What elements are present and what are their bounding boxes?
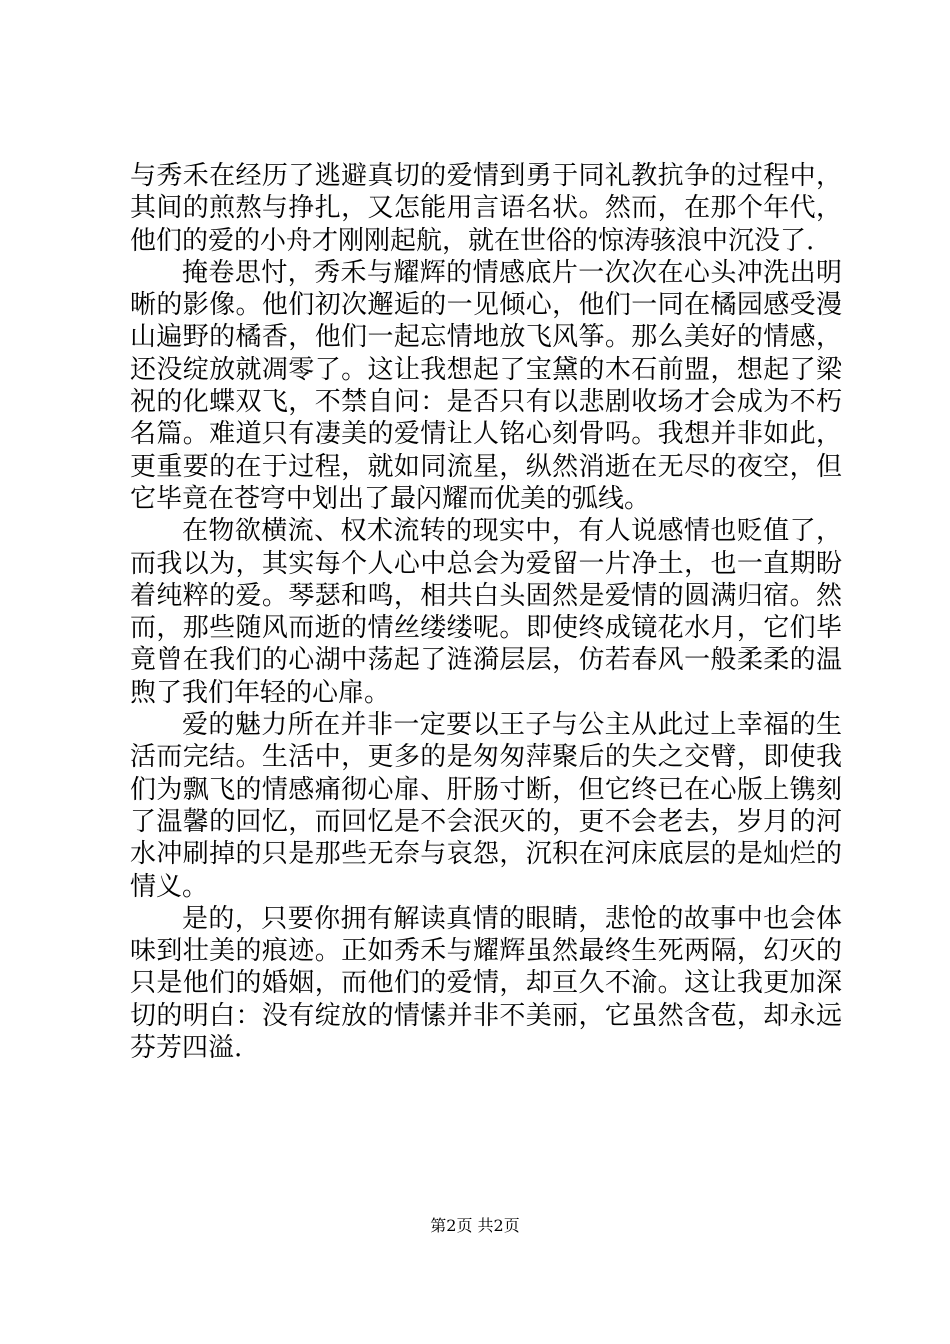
body-text — [130, 160, 842, 1064]
paragraph-2: 掩卷思忖，秀禾与耀辉的情感底片一次次在心头冲洗出明晰的影像。他们初次邂逅的一见倾心，他们一同在橘园感受漫山遍野的橘香，他们一起忘情地放飞风筝。那么美好的情感，还没绽放就凋零了。这让我想起了宝黛的木石前盟，想起了梁祝的化蝶双飞，不禁自问：是否只有以悲剧收场才会成为不朽名篇。难道只有凄美的爱情让人铭心刻骨吗。我想并非如此，更重要的在于过程，就如同流星，纵然消逝在无尽的夜空，但它毕竟在苍穹中划出了最闪耀而优美的弧线。 — [130, 257, 842, 514]
page-footer: 第2页 共2页 — [430, 1216, 520, 1235]
paragraph-3: 在物欲横流、权术流转的现实中，有人说感情也贬值了，而我以为，其实每个人心中总会为爱留一片净土，也一直期盼着纯粹的爱。琴瑟和鸣，相共白头固然是爱情的圆满归宿。然而，那些随风而逝的情丝缕缕呢。即使终成镜花水月，它们毕竟曾在我们的心湖中荡起了涟漪层层，仿若春风一般柔柔的温煦了我们年轻的心扉。 — [130, 516, 842, 708]
paragraph-5: 是的，只要你拥有解读真情的眼睛，悲怆的故事中也会体味到壮美的痕迹。正如秀禾与耀辉虽然最终生死两隔，幻灭的只是他们的婚姻，而他们的爱情，却亘久不渝。这让我更加深切的明白：没有绽放的情愫并非不美丽，它虽然含苞，却永远芬芳四溢. — [130, 903, 842, 1064]
paragraph-1: 与秀禾在经历了逃避真切的爱情到勇于同礼教抗争的过程中，其间的煎熬与挣扎，又怎能用言语名状。然而，在那个年代，他们的爱的小舟才刚刚起航，就在世俗的惊涛骇浪中沉没了. — [130, 161, 842, 256]
paragraph-4: 爱的魅力所在并非一定要以王子与公主从此过上幸福的生活而完结。生活中，更多的是匆匆萍聚后的失之交臂，即使我们为飘飞的情感痛彻心扉、肝肠寸断，但它终已在心版上镌刻了温馨的回忆，而回忆是不会泯灭的，更不会老去，岁月的河水冲刷掉的只是那些无奈与哀怨，沉积在河床底层的是灿烂的情义。 — [130, 710, 842, 902]
